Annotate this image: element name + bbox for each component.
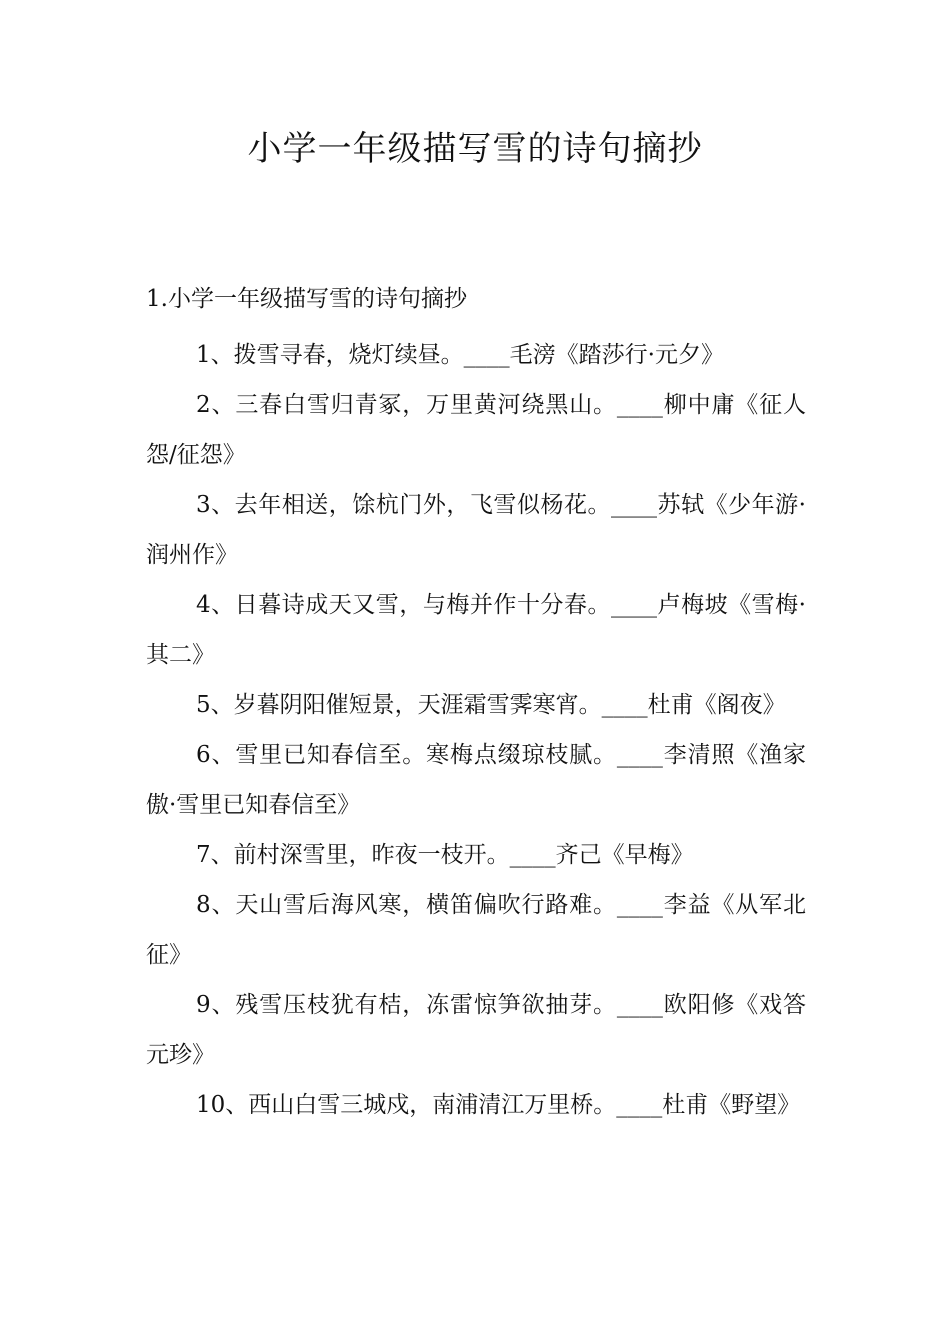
poem-line: 3、去年相送，馀杭门外，飞雪似杨花。____苏轼《少年游·润州作》 xyxy=(146,492,806,568)
poem-line: 8、天山雪后海风寒，横笛偏吹行路难。____李益《从军北征》 xyxy=(146,892,806,968)
poem-list xyxy=(146,330,806,1130)
document-title: 小学一年级描写雪的诗句摘抄 xyxy=(247,129,703,169)
section-heading: 1.小学一年级描写雪的诗句摘抄 xyxy=(146,286,467,312)
poem-line: 10、西山白雪三城戍，南浦清江万里桥。____杜甫《野望》 xyxy=(196,1092,801,1118)
poem-line: 6、雪里已知春信至。寒梅点缀琼枝腻。____李清照《渔家傲·雪里已知春信至》 xyxy=(146,742,806,818)
poem-line: 4、日暮诗成天又雪，与梅并作十分春。____卢梅坡《雪梅·其二》 xyxy=(146,592,806,668)
poem-line: 5、岁暮阴阳催短景，天涯霜雪霁寒宵。____杜甫《阁夜》 xyxy=(196,692,786,718)
poem-line: 7、前村深雪里，昨夜一枝开。____齐己《早梅》 xyxy=(196,842,694,868)
poem-line: 9、残雪压枝犹有桔，冻雷惊笋欲抽芽。____欧阳修《戏答元珍》 xyxy=(146,992,806,1068)
poem-line: 1、拨雪寻春，烧灯续昼。____毛滂《踏莎行·元夕》 xyxy=(196,342,724,368)
poem-line: 2、三春白雪归青冢，万里黄河绕黑山。____柳中庸《征人怨/征怨》 xyxy=(146,392,806,468)
